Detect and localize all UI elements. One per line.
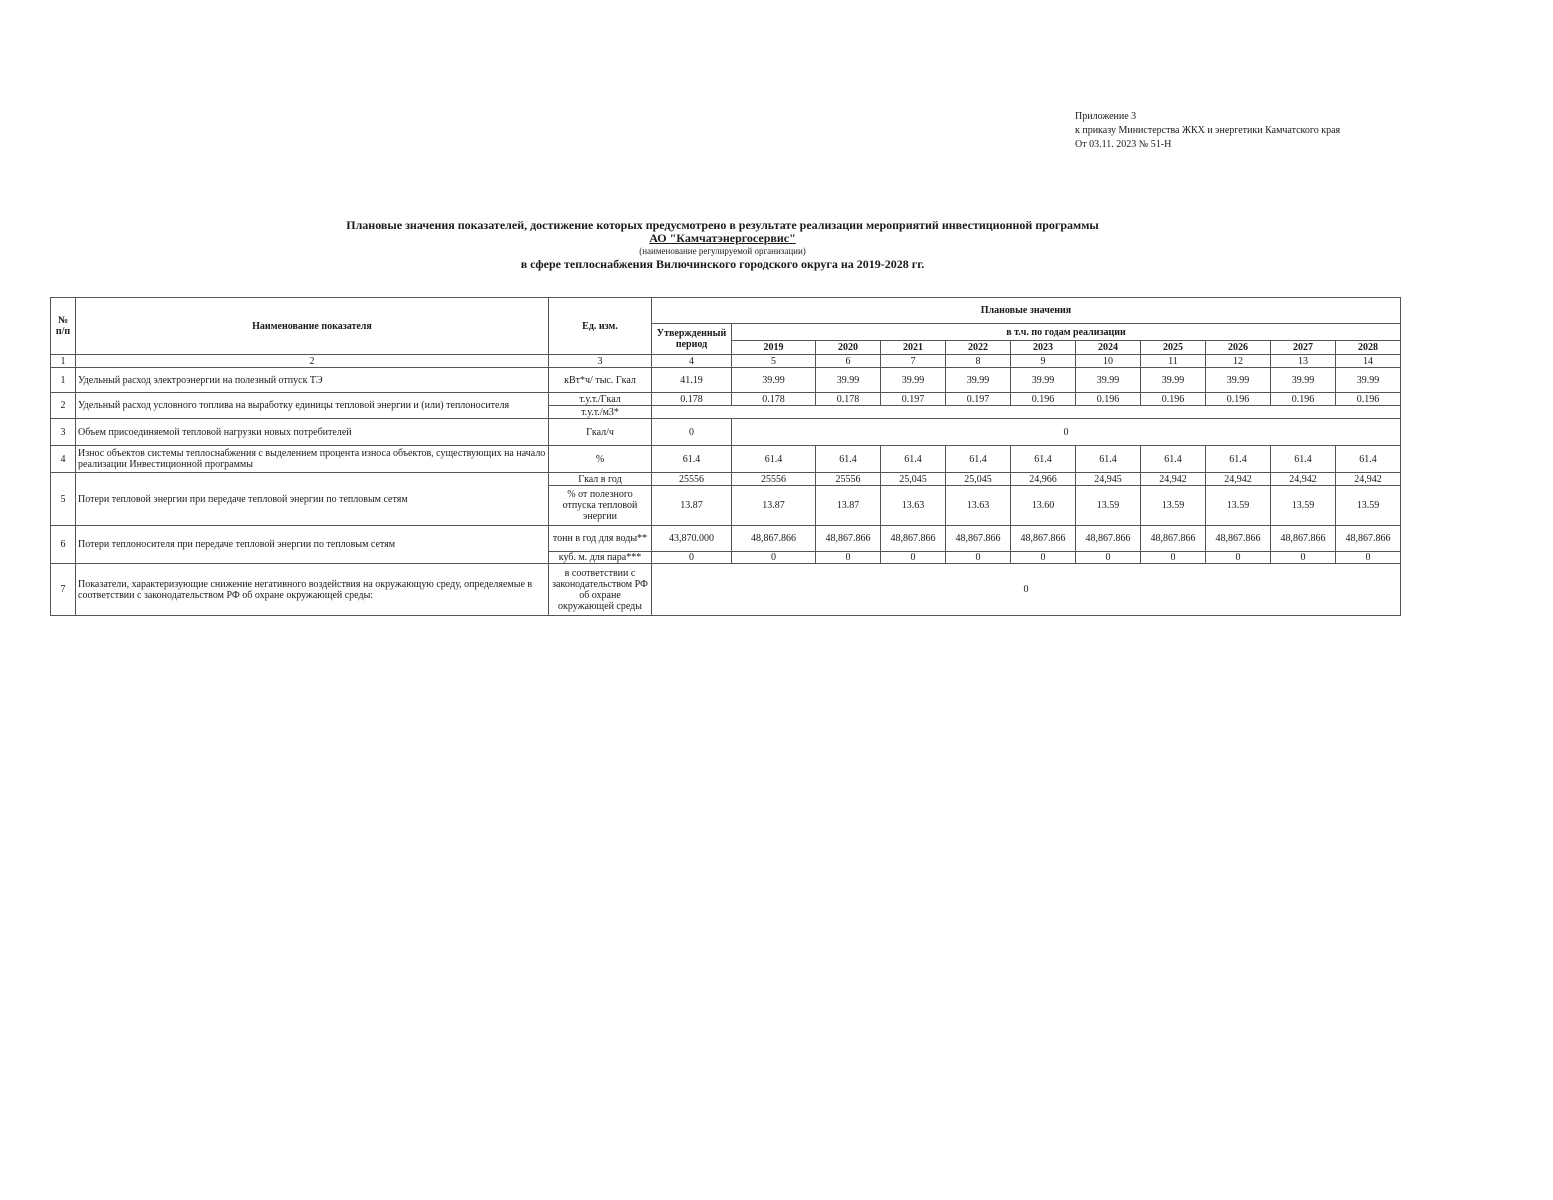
header-unit: Ед. изм. <box>549 298 652 355</box>
header-year: 2024 <box>1076 341 1141 355</box>
indicators-table <box>50 297 1401 616</box>
year-value: 48,867.866 <box>732 526 816 552</box>
year-value: 39.99 <box>1206 368 1271 393</box>
table-row <box>51 446 1401 473</box>
indicator-unit: Гкал/ч <box>549 419 652 446</box>
header-year: 2019 <box>732 341 816 355</box>
year-value: 48,867.866 <box>946 526 1011 552</box>
year-value: 0 <box>1336 552 1401 564</box>
table-row <box>51 419 1401 446</box>
appendix-line-3: От 03.11. 2023 № 51-Н <box>1075 139 1172 150</box>
year-value: 13.59 <box>1336 486 1401 526</box>
year-value: 61.4 <box>1076 446 1141 473</box>
year-value: 0 <box>881 552 946 564</box>
header-num: № п/п <box>51 298 76 355</box>
year-value: 25,045 <box>881 473 946 486</box>
year-value: 0.196 <box>1076 393 1141 406</box>
header-year: 2027 <box>1271 341 1336 355</box>
column-number: 13 <box>1271 355 1336 368</box>
year-value: 61.4 <box>1011 446 1076 473</box>
year-value: 0 <box>732 552 816 564</box>
document-title: Плановые значения показателей, достижение которых предусмотрено в результате реализации мероприятий инвестиционной программы <box>346 218 1099 232</box>
header-approved: Утвержденный период <box>652 324 732 355</box>
year-value: 48,867.866 <box>816 526 881 552</box>
year-value: 39.99 <box>1076 368 1141 393</box>
year-value: 13.59 <box>1271 486 1336 526</box>
indicator-unit: т.у.т./Гкал <box>549 393 652 406</box>
indicator-unit: кВт*ч/ тыс. Гкал <box>549 368 652 393</box>
table-row <box>51 368 1401 393</box>
year-value: 39.99 <box>881 368 946 393</box>
approved-value: 41.19 <box>652 368 732 393</box>
year-value: 0.196 <box>1141 393 1206 406</box>
header-year: 2022 <box>946 341 1011 355</box>
year-value: 13.59 <box>1206 486 1271 526</box>
year-value: 0.178 <box>732 393 816 406</box>
indicator-name: Объем присоединяемой тепловой нагрузки новых потребителей <box>76 419 549 446</box>
year-value: 48,867.866 <box>881 526 946 552</box>
indicator-unit: т.у.т./м3* <box>549 406 652 419</box>
year-value: 13.59 <box>1141 486 1206 526</box>
year-value: 25,045 <box>946 473 1011 486</box>
header-planned: Плановые значения <box>652 298 1401 324</box>
year-value: 39.99 <box>1011 368 1076 393</box>
year-value: 13.87 <box>816 486 881 526</box>
table-row <box>51 473 1401 486</box>
indicator-name: Удельный расход условного топлива на выработку единицы тепловой энергии и (или) теплоносителя <box>76 393 549 419</box>
year-value: 48,867.866 <box>1011 526 1076 552</box>
row-number: 6 <box>51 526 76 564</box>
year-value: 24,945 <box>1076 473 1141 486</box>
table-row <box>51 393 1401 406</box>
column-number: 14 <box>1336 355 1401 368</box>
appendix-block <box>1075 110 1340 152</box>
column-number: 5 <box>732 355 816 368</box>
year-value: 0.196 <box>1011 393 1076 406</box>
indicator-name: Износ объектов системы теплоснабжения с выделением процента износа объектов, существующих на начало реализации Инвестиционной программы <box>76 446 549 473</box>
document-header <box>0 219 1445 271</box>
year-value: 0 <box>1271 552 1336 564</box>
row-number: 1 <box>51 368 76 393</box>
year-value: 0.196 <box>1336 393 1401 406</box>
year-value: 61.4 <box>732 446 816 473</box>
header-year: 2025 <box>1141 341 1206 355</box>
year-value: 0 <box>1011 552 1076 564</box>
column-number: 10 <box>1076 355 1141 368</box>
column-number: 6 <box>816 355 881 368</box>
column-number-row <box>51 355 1401 368</box>
year-value: 24,966 <box>1011 473 1076 486</box>
appendix-line-2: к приказу Министерства ЖКХ и энергетики Камчатского края <box>1075 125 1341 136</box>
year-value: 61.4 <box>1336 446 1401 473</box>
organization-name: АО "Камчатэнергосервис" <box>649 231 796 245</box>
year-value: 39.99 <box>1141 368 1206 393</box>
indicator-unit: тонн в год для воды** <box>549 526 652 552</box>
column-number: 11 <box>1141 355 1206 368</box>
column-number: 2 <box>76 355 549 368</box>
year-value: 39.99 <box>1336 368 1401 393</box>
year-value: 39.99 <box>816 368 881 393</box>
year-value: 61.4 <box>816 446 881 473</box>
column-number: 8 <box>946 355 1011 368</box>
header-year: 2020 <box>816 341 881 355</box>
header-year: 2028 <box>1336 341 1401 355</box>
column-number: 7 <box>881 355 946 368</box>
header-year: 2026 <box>1206 341 1271 355</box>
year-value: 0.178 <box>816 393 881 406</box>
year-value: 61.4 <box>1141 446 1206 473</box>
column-number: 1 <box>51 355 76 368</box>
year-value: 39.99 <box>1271 368 1336 393</box>
merged-value: 0 <box>652 564 1401 616</box>
table-row <box>51 526 1401 552</box>
year-value: 0 <box>1076 552 1141 564</box>
year-value: 39.99 <box>732 368 816 393</box>
empty-cell <box>652 406 1401 419</box>
row-number: 7 <box>51 564 76 616</box>
row-number: 5 <box>51 473 76 526</box>
column-number: 12 <box>1206 355 1271 368</box>
year-value: 13.63 <box>946 486 1011 526</box>
approved-value: 61.4 <box>652 446 732 473</box>
years-merged-value: 0 <box>732 419 1401 446</box>
year-value: 61.4 <box>1206 446 1271 473</box>
year-value: 13.60 <box>1011 486 1076 526</box>
year-value: 0.196 <box>1271 393 1336 406</box>
indicator-name: Потери тепловой энергии при передаче тепловой энергии по тепловым сетям <box>76 473 549 526</box>
organization-note: (наименование регулируемой организации) <box>639 246 806 256</box>
indicator-name: Удельный расход электроэнергии на полезный отпуск ТЭ <box>76 368 549 393</box>
year-value: 0 <box>1141 552 1206 564</box>
year-value: 25556 <box>732 473 816 486</box>
year-value: 0 <box>816 552 881 564</box>
year-value: 48,867.866 <box>1141 526 1206 552</box>
year-value: 48,867.866 <box>1271 526 1336 552</box>
row-number: 2 <box>51 393 76 419</box>
year-value: 0.196 <box>1206 393 1271 406</box>
column-number: 3 <box>549 355 652 368</box>
year-value: 61.4 <box>881 446 946 473</box>
year-value: 0 <box>1206 552 1271 564</box>
approved-value: 43,870.000 <box>652 526 732 552</box>
year-value: 25556 <box>816 473 881 486</box>
header-by-years: в т.ч. по годам реализации <box>732 324 1401 341</box>
year-value: 24,942 <box>1141 473 1206 486</box>
year-value: 48,867.866 <box>1206 526 1271 552</box>
header-name: Наименование показателя <box>76 298 549 355</box>
year-value: 13.63 <box>881 486 946 526</box>
year-value: 13.87 <box>732 486 816 526</box>
column-number: 4 <box>652 355 732 368</box>
year-value: 61.4 <box>946 446 1011 473</box>
approved-value: 0 <box>652 552 732 564</box>
approved-value: 25556 <box>652 473 732 486</box>
indicator-name: Показатели, характеризующие снижение негативного воздействия на окружающую среду, определяемые в соответствии с законодательством РФ об охране окружающей среды: <box>76 564 549 616</box>
indicator-unit: % от полезного отпуска тепловой энергии <box>549 486 652 526</box>
column-number: 9 <box>1011 355 1076 368</box>
approved-value: 13.87 <box>652 486 732 526</box>
document-scope: в сфере теплоснабжения Вилючинского городского округа на 2019-2028 гг. <box>520 257 925 271</box>
row-number: 3 <box>51 419 76 446</box>
year-value: 48,867.866 <box>1336 526 1401 552</box>
year-value: 61.4 <box>1271 446 1336 473</box>
table-header-row <box>51 298 1401 324</box>
year-value: 48,867.866 <box>1076 526 1141 552</box>
header-year: 2021 <box>881 341 946 355</box>
approved-value: 0 <box>652 419 732 446</box>
year-value: 24,942 <box>1271 473 1336 486</box>
indicator-name: Потери теплоносителя при передаче тепловой энергии по тепловым сетям <box>76 526 549 564</box>
indicator-unit: в соответствии с законодательством РФ об охране окружающей среды <box>549 564 652 616</box>
year-value: 13.59 <box>1076 486 1141 526</box>
row-number: 4 <box>51 446 76 473</box>
indicator-unit: куб. м. для пара*** <box>549 552 652 564</box>
year-value: 24,942 <box>1336 473 1401 486</box>
appendix-line-1: Приложение 3 <box>1075 111 1137 122</box>
header-year: 2023 <box>1011 341 1076 355</box>
year-value: 24,942 <box>1206 473 1271 486</box>
year-value: 0.197 <box>881 393 946 406</box>
year-value: 0 <box>946 552 1011 564</box>
indicator-unit: Гкал в год <box>549 473 652 486</box>
year-value: 0.197 <box>946 393 1011 406</box>
table-row <box>51 564 1401 616</box>
indicator-unit: % <box>549 446 652 473</box>
year-value: 39.99 <box>946 368 1011 393</box>
approved-value: 0.178 <box>652 393 732 406</box>
